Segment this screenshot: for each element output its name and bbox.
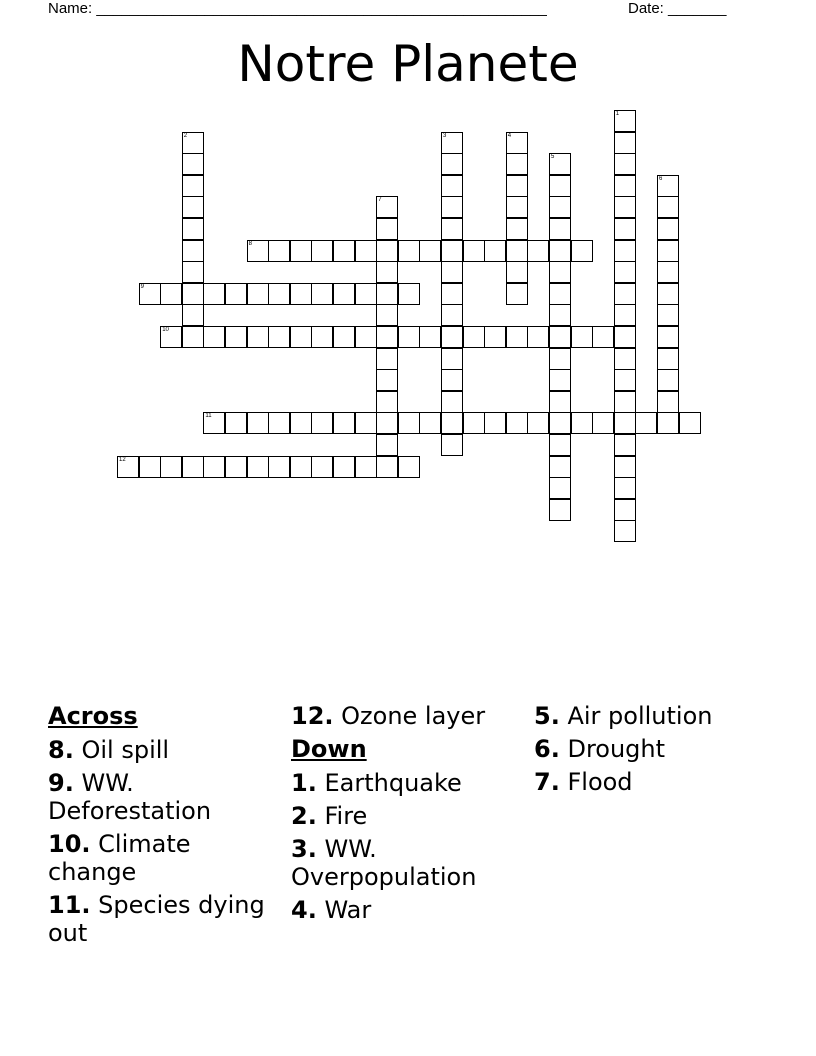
crossword-cell[interactable]	[549, 304, 571, 326]
crossword-cell[interactable]	[657, 304, 679, 326]
clue-across-10	[48, 830, 278, 886]
crossword-cell[interactable]	[614, 499, 636, 521]
crossword-cell[interactable]	[441, 391, 463, 413]
crossword-cell[interactable]	[139, 456, 161, 478]
crossword-cell[interactable]	[657, 326, 679, 348]
clue-text: War	[324, 896, 372, 924]
crossword-cell[interactable]	[182, 153, 204, 175]
crossword-cell[interactable]	[333, 240, 355, 262]
crossword-cell[interactable]	[592, 326, 614, 348]
crossword-cell[interactable]	[506, 218, 528, 240]
crossword-cell[interactable]	[225, 283, 247, 305]
crossword-cell[interactable]	[549, 477, 571, 499]
clue-number-label: 12	[119, 456, 126, 463]
clue-across-9	[48, 769, 278, 825]
crossword-cell[interactable]	[182, 326, 204, 348]
crossword-cell[interactable]	[657, 348, 679, 370]
crossword-cell[interactable]	[441, 304, 463, 326]
crossword-cell[interactable]	[635, 412, 657, 434]
crossword-cell[interactable]	[549, 283, 571, 305]
clue-text: Drought	[567, 735, 666, 763]
crossword-cell[interactable]	[441, 369, 463, 391]
crossword-cell[interactable]	[614, 240, 636, 262]
clue-number-label: 8	[248, 240, 252, 247]
crossword-cell[interactable]	[614, 283, 636, 305]
clue-across-11	[48, 891, 278, 947]
crossword-cell[interactable]	[549, 456, 571, 478]
crossword-cell[interactable]	[182, 283, 204, 305]
crossword-cell[interactable]	[614, 391, 636, 413]
clue-down-4	[291, 896, 526, 924]
crossword-cell[interactable]	[657, 175, 679, 197]
clue-number-label: 10	[162, 327, 169, 333]
crossword-cell[interactable]	[203, 456, 225, 478]
crossword-cell[interactable]	[355, 456, 377, 478]
clue-down-5	[534, 702, 784, 730]
crossword-cell[interactable]	[571, 412, 593, 434]
crossword-cell[interactable]	[614, 412, 636, 434]
crossword-cell[interactable]	[506, 175, 528, 197]
crossword-cell[interactable]	[311, 412, 333, 434]
crossword-cell[interactable]	[268, 240, 290, 262]
crossword-cell[interactable]	[398, 456, 420, 478]
crossword-cell[interactable]	[182, 196, 204, 218]
crossword-cell[interactable]	[441, 218, 463, 240]
crossword-cell[interactable]	[592, 412, 614, 434]
crossword-cell[interactable]	[333, 283, 355, 305]
crossword-cell[interactable]	[527, 240, 549, 262]
clue-across-8	[48, 736, 278, 764]
crossword-cell[interactable]	[549, 499, 571, 521]
crossword-cell[interactable]	[549, 348, 571, 370]
crossword-cell[interactable]	[160, 326, 182, 348]
crossword-cell[interactable]	[549, 153, 571, 175]
crossword-cell[interactable]	[614, 456, 636, 478]
crossword-cell[interactable]	[355, 412, 377, 434]
crossword-cell[interactable]	[376, 369, 398, 391]
crossword-cell[interactable]	[506, 132, 528, 154]
crossword-cell[interactable]	[376, 240, 398, 262]
clue-number: 6.	[534, 735, 560, 763]
crossword-cell[interactable]	[203, 412, 225, 434]
crossword-cell[interactable]	[614, 304, 636, 326]
clue-number-label: 11	[205, 413, 212, 420]
clue-number: 5.	[534, 702, 560, 730]
crossword-cell[interactable]	[247, 412, 269, 434]
crossword-cell[interactable]	[268, 456, 290, 478]
crossword-cell[interactable]	[549, 326, 571, 348]
clue-number: 1.	[291, 769, 317, 797]
crossword-cell[interactable]	[549, 261, 571, 283]
clue-number: 9.	[48, 769, 74, 797]
crossword-cell[interactable]	[614, 153, 636, 175]
crossword-cell[interactable]	[506, 283, 528, 305]
crossword-cell[interactable]	[376, 326, 398, 348]
crossword-cell[interactable]	[376, 456, 398, 478]
clue-number: 10.	[48, 830, 91, 858]
crossword-cell[interactable]	[247, 456, 269, 478]
crossword-cell[interactable]	[441, 326, 463, 348]
crossword-cell[interactable]	[268, 326, 290, 348]
crossword-cell[interactable]	[506, 240, 528, 262]
clue-number-label: 2	[183, 132, 188, 139]
crossword-cell[interactable]	[419, 326, 441, 348]
crossword-cell[interactable]	[311, 240, 333, 262]
crossword-cell[interactable]	[182, 240, 204, 262]
crossword-cell[interactable]	[398, 283, 420, 305]
crossword-cell[interactable]	[419, 412, 441, 434]
crossword-cell[interactable]	[160, 456, 182, 478]
crossword-cell[interactable]	[506, 261, 528, 283]
crossword-cell[interactable]	[506, 326, 528, 348]
crossword-cell[interactable]	[160, 283, 182, 305]
crossword-cell[interactable]	[376, 391, 398, 413]
clue-text: WW. Overpopulation	[291, 835, 477, 891]
clue-text: Oil spill	[81, 736, 170, 764]
crossword-cell[interactable]	[549, 391, 571, 413]
crossword-cell[interactable]	[484, 240, 506, 262]
crossword-cell[interactable]	[614, 132, 636, 154]
crossword-cell[interactable]	[549, 196, 571, 218]
clue-number-label: 1	[615, 111, 620, 117]
crossword-cell[interactable]	[441, 153, 463, 175]
clue-text: Air pollution	[567, 702, 713, 730]
clue-number-label: 3	[443, 132, 447, 139]
clue-text: Flood	[567, 768, 633, 796]
crossword-cell[interactable]	[614, 326, 636, 348]
clues-column-3	[534, 702, 784, 801]
crossword-cell[interactable]	[376, 304, 398, 326]
crossword-cell[interactable]	[549, 434, 571, 456]
crossword-cell[interactable]	[203, 326, 225, 348]
crossword-cell[interactable]	[614, 477, 636, 499]
crossword-cell[interactable]	[376, 348, 398, 370]
crossword-cell[interactable]	[484, 412, 506, 434]
crossword-cell[interactable]	[679, 412, 701, 434]
crossword-cell[interactable]	[182, 456, 204, 478]
crossword-cell[interactable]	[376, 412, 398, 434]
crossword-cell[interactable]	[139, 283, 161, 305]
clue-down-2	[291, 802, 526, 830]
crossword-cell[interactable]	[441, 132, 463, 154]
crossword-cell[interactable]	[290, 456, 312, 478]
crossword-cell[interactable]	[398, 326, 420, 348]
clue-text: Ozone layer	[341, 702, 486, 730]
crossword-cell[interactable]	[614, 520, 636, 542]
crossword-cell[interactable]	[355, 283, 377, 305]
crossword-cell[interactable]	[182, 132, 204, 154]
crossword-cell[interactable]	[355, 326, 377, 348]
crossword-cell[interactable]	[549, 175, 571, 197]
crossword-cell[interactable]	[225, 412, 247, 434]
clue-text: Fire	[324, 802, 368, 830]
crossword-cell[interactable]	[311, 456, 333, 478]
crossword-cell[interactable]	[355, 240, 377, 262]
crossword-cell[interactable]	[311, 326, 333, 348]
clues-column-1	[48, 702, 278, 952]
clue-number-label: 7	[378, 197, 382, 204]
crossword-cell[interactable]	[182, 261, 204, 283]
clue-number: 12.	[291, 702, 334, 730]
crossword-cell[interactable]	[549, 369, 571, 391]
clue-across-12	[291, 702, 526, 730]
crossword-cell[interactable]	[614, 369, 636, 391]
clue-number-label: 9	[140, 283, 144, 290]
crossword-cell[interactable]	[549, 240, 571, 262]
crossword-cell[interactable]	[614, 218, 636, 240]
clue-number: 2.	[291, 802, 317, 830]
crossword-cell[interactable]	[441, 283, 463, 305]
crossword-cell[interactable]	[614, 434, 636, 456]
crossword-cell[interactable]	[268, 412, 290, 434]
across-heading: Across	[48, 702, 138, 730]
crossword-cell[interactable]	[398, 412, 420, 434]
crossword-cell[interactable]	[182, 218, 204, 240]
crossword-cell[interactable]	[549, 412, 571, 434]
crossword-cell[interactable]	[657, 369, 679, 391]
crossword-cell[interactable]	[571, 240, 593, 262]
crossword-cell[interactable]	[398, 240, 420, 262]
date-field-label: Date: _______	[628, 0, 727, 17]
crossword-cell[interactable]	[268, 283, 290, 305]
clue-number: 3.	[291, 835, 317, 863]
crossword-cell[interactable]	[506, 153, 528, 175]
crossword-cell[interactable]	[614, 175, 636, 197]
clue-down-3	[291, 835, 526, 891]
clue-number-label: 6	[659, 175, 663, 182]
crossword-cell[interactable]	[657, 261, 679, 283]
crossword-cell[interactable]	[290, 283, 312, 305]
crossword-cell[interactable]	[203, 283, 225, 305]
clue-text: Species dying out	[48, 891, 265, 947]
crossword-cell[interactable]	[614, 261, 636, 283]
clue-down-7	[534, 768, 784, 796]
crossword-cell[interactable]	[506, 196, 528, 218]
crossword-cell[interactable]	[333, 326, 355, 348]
clue-number: 11.	[48, 891, 91, 919]
crossword-cell[interactable]	[463, 240, 485, 262]
crossword-cell[interactable]	[225, 326, 247, 348]
crossword-cell[interactable]	[657, 283, 679, 305]
crossword-cell[interactable]	[419, 240, 441, 262]
crossword-cell[interactable]	[441, 261, 463, 283]
crossword-cell[interactable]	[376, 261, 398, 283]
name-field-label: Name: ______________________________________________________	[48, 0, 547, 17]
crossword-cell[interactable]	[247, 283, 269, 305]
crossword-cell[interactable]	[247, 240, 269, 262]
crossword-cell[interactable]	[484, 326, 506, 348]
clue-number: 7.	[534, 768, 560, 796]
crossword-cell[interactable]	[290, 240, 312, 262]
clue-down-6	[534, 735, 784, 763]
clue-text: WW. Deforestation	[48, 769, 212, 825]
crossword-cell[interactable]	[225, 456, 247, 478]
crossword-cell[interactable]	[290, 412, 312, 434]
crossword-cell[interactable]	[657, 218, 679, 240]
crossword-cell[interactable]	[441, 412, 463, 434]
crossword-cell[interactable]	[441, 240, 463, 262]
crossword-cell[interactable]	[657, 196, 679, 218]
crossword-cell[interactable]	[117, 456, 139, 478]
crossword-cell[interactable]	[376, 196, 398, 218]
crossword-cell[interactable]	[290, 326, 312, 348]
crossword-cell[interactable]	[376, 283, 398, 305]
crossword-cell[interactable]	[441, 196, 463, 218]
crossword-cell[interactable]	[376, 434, 398, 456]
crossword-cell[interactable]	[311, 283, 333, 305]
clue-text: Earthquake	[324, 769, 462, 797]
clue-number-label: 5	[551, 154, 555, 161]
clue-number: 8.	[48, 736, 74, 764]
crossword-cell[interactable]	[182, 304, 204, 326]
clues-column-2	[291, 702, 526, 929]
crossword-cell[interactable]	[571, 326, 593, 348]
crossword-cell[interactable]	[463, 412, 485, 434]
clue-down-1	[291, 769, 526, 797]
crossword-cell[interactable]	[614, 348, 636, 370]
crossword-cell[interactable]	[657, 240, 679, 262]
crossword-cell[interactable]	[549, 218, 571, 240]
clue-text: Climate change	[48, 830, 191, 886]
clue-number: 4.	[291, 896, 317, 924]
crossword-cell[interactable]	[463, 326, 485, 348]
crossword-cell[interactable]	[247, 326, 269, 348]
crossword-cell[interactable]	[657, 391, 679, 413]
crossword-cell[interactable]	[376, 218, 398, 240]
page-title: Notre Planete	[237, 35, 579, 93]
clue-number-label: 4	[507, 132, 512, 139]
crossword-cell[interactable]	[182, 175, 204, 197]
crossword-cell[interactable]	[441, 434, 463, 456]
crossword-cell[interactable]	[333, 456, 355, 478]
crossword-cell[interactable]	[657, 412, 679, 434]
crossword-cell[interactable]	[441, 348, 463, 370]
crossword-cell[interactable]	[333, 412, 355, 434]
down-heading: Down	[291, 735, 367, 763]
crossword-cell[interactable]	[614, 110, 636, 132]
crossword-cell[interactable]	[527, 412, 549, 434]
crossword-cell[interactable]	[527, 326, 549, 348]
crossword-cell[interactable]	[441, 175, 463, 197]
crossword-cell[interactable]	[506, 412, 528, 434]
crossword-cell[interactable]	[614, 196, 636, 218]
